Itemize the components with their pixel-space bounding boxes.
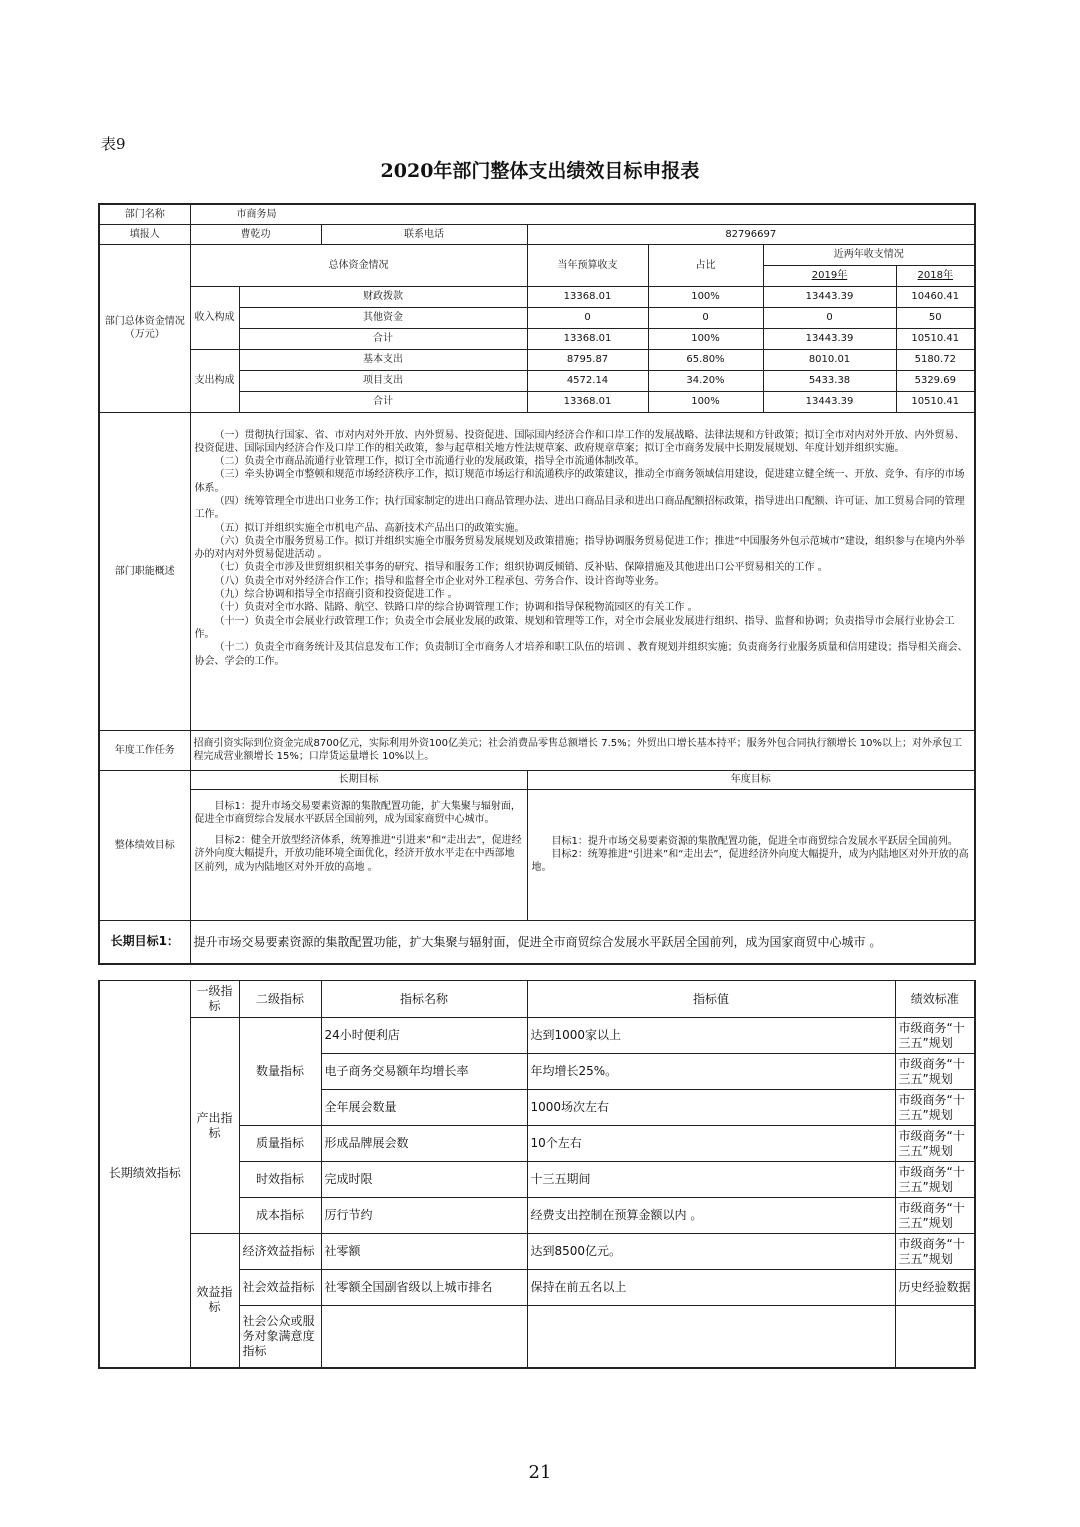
duty-item: （七）负责全市涉及世贸组织相关事务的研究、指导和服务工作；组织协调反倾销、反补贴、保障措施及其他进出口公平贸易相关的工作 。 bbox=[214, 562, 828, 574]
duties-text bbox=[190, 412, 975, 730]
fund-2018: 10460.41 bbox=[896, 286, 975, 307]
indicator-name: 厉行节约 bbox=[321, 1198, 527, 1234]
page-title: 2020年部门整体支出绩效目标申报表 bbox=[380, 160, 700, 182]
dept-value: 市商务局 bbox=[190, 204, 975, 224]
long-goal1-row bbox=[99, 920, 975, 964]
fund-name: 项目支出 bbox=[239, 370, 527, 391]
fund-2019: 13443.39 bbox=[763, 391, 896, 412]
indicator-name: 完成时限 bbox=[321, 1162, 527, 1198]
goals-label: 整体绩效目标 bbox=[99, 770, 190, 920]
indicator-standard: 市级商务“十三五”规划 bbox=[895, 1018, 975, 1054]
fund-name: 财政拨款 bbox=[239, 286, 527, 307]
indicator-name: 24小时便利店 bbox=[321, 1018, 527, 1054]
indicator-value: 保持在前五名以上 bbox=[527, 1270, 895, 1306]
fund-budget: 13368.01 bbox=[527, 391, 648, 412]
page-number: 21 bbox=[528, 1462, 552, 1483]
indicator-name: 形成品牌展会数 bbox=[321, 1126, 527, 1162]
fund-ratio: 65.80% bbox=[648, 349, 763, 370]
economic-label: 经济效益指标 bbox=[239, 1234, 321, 1270]
fund-budget: 4572.14 bbox=[527, 370, 648, 391]
indicators-table bbox=[98, 980, 976, 1369]
fund-budget: 0 bbox=[527, 307, 648, 328]
fund-ratio: 34.20% bbox=[648, 370, 763, 391]
fund-2018: 10510.41 bbox=[896, 328, 975, 349]
fund-ratio: 100% bbox=[648, 328, 763, 349]
social-label: 社会效益指标 bbox=[239, 1270, 321, 1306]
annual-goals bbox=[527, 789, 975, 920]
duty-item: （五）拟订并组织实施全市机电产品、高新技术产品出口的政策实施。 bbox=[214, 522, 525, 534]
annual-task-label: 年度工作任务 bbox=[99, 730, 190, 770]
col-recent: 近两年收支情况 bbox=[763, 244, 975, 265]
indicator-standard: 市级商务“十三五”规划 bbox=[895, 1126, 975, 1162]
col-ratio: 占比 bbox=[648, 244, 763, 286]
goals-header-row bbox=[99, 770, 975, 789]
long-goals bbox=[190, 789, 527, 920]
indicator-name: 电子商务交易额年均增长率 bbox=[321, 1054, 527, 1090]
annual-task-text: 招商引资实际到位资金完成8700亿元，实际利用外资100亿美元；社会消费品零售总额增长 7.5%；外贸出口增长基本持平；服务外包合同执行额增长 10%以上；对外承包工程完成营业额增长 15%；口岸货运量增长 10%以上。 bbox=[190, 730, 975, 770]
phone-label: 联系电话 bbox=[321, 224, 527, 244]
indicator-standard: 市级商务“十三五”规划 bbox=[895, 1234, 975, 1270]
h-value: 指标值 bbox=[527, 981, 895, 1018]
h-level1: 一级指标 bbox=[190, 981, 239, 1018]
indicator-value: 经费支出控制在预算金额以内 。 bbox=[527, 1198, 895, 1234]
col-budget: 当年预算收支 bbox=[527, 244, 648, 286]
indicators-section-label: 长期绩效指标 bbox=[99, 981, 190, 1368]
fund-name: 合计 bbox=[239, 391, 527, 412]
duties-label: 部门职能概述 bbox=[99, 412, 190, 730]
indicator-value: 年均增长25%。 bbox=[527, 1054, 895, 1090]
duty-item: （十一）负责全市会展业行政管理工作；负责全市会展业发展的政策、规划和管理等工作，对全市会展业发展进行组织、指导、监督和协调；负责指导市会展行业协会工作。 bbox=[194, 615, 955, 640]
fund-name: 基本支出 bbox=[239, 349, 527, 370]
quality-label: 质量指标 bbox=[239, 1126, 321, 1162]
indicator-value: 达到1000家以上 bbox=[527, 1018, 895, 1054]
income-label: 收入构成 bbox=[190, 286, 239, 349]
indicator-value: 1000场次左右 bbox=[527, 1090, 895, 1126]
h-standard: 绩效标准 bbox=[895, 981, 975, 1018]
quantity-label: 数量指标 bbox=[239, 1018, 321, 1126]
fund-2019: 8010.01 bbox=[763, 349, 896, 370]
indicator-row bbox=[99, 1018, 975, 1054]
table-number: 表9 bbox=[101, 135, 126, 153]
indicator-value: 10个左右 bbox=[527, 1126, 895, 1162]
benefit-label: 效益指标 bbox=[190, 1234, 239, 1368]
fund-budget: 8795.87 bbox=[527, 349, 648, 370]
long-goal-header: 长期目标 bbox=[190, 770, 527, 789]
h-level2: 二级指标 bbox=[239, 981, 321, 1018]
indicator-name: 社零额 bbox=[321, 1234, 527, 1270]
overall-funds-label: 总体资金情况 bbox=[190, 244, 527, 286]
indicator-standard: 市级商务“十三五”规划 bbox=[895, 1054, 975, 1090]
fund-ratio: 100% bbox=[648, 391, 763, 412]
fund-budget: 13368.01 bbox=[527, 328, 648, 349]
col-2019: 2019年 bbox=[763, 265, 896, 286]
duty-item: （四）统筹管理全市进出口业务工作；执行国家制定的进出口商品管理办法、进出口商品目录和进出口商品配额招标政策，指导进出口配额、许可证、加工贸易合同的管理工作。 bbox=[194, 495, 965, 521]
cost-label: 成本指标 bbox=[239, 1198, 321, 1234]
duty-item: （六）负责全市服务贸易工作。拟订并组织实施全市服务贸易发展规划及政策措施；指导协调服务贸易促进工作；推进“中国服务外包示范城市”建设，组织参与在境内外举办的对内对外贸易促进活动 。 bbox=[194, 535, 965, 561]
indicator-standard: 市级商务“十三五”规划 bbox=[895, 1090, 975, 1126]
long-goal-item: 目标1：提升市场交易要素资源的集散配置功能，扩大集聚与辐射面，促进全市商贸综合发展水平跃居全国前列，成为国家商贸中心城市。 bbox=[194, 800, 521, 825]
fund-ratio: 100% bbox=[648, 286, 763, 307]
dept-label: 部门名称 bbox=[99, 204, 190, 224]
annual-goal-item: 目标1：提升市场交易要素资源的集散配置功能，促进全市商贸综合发展水平跃居全国前列。 bbox=[551, 835, 958, 847]
indicator-name: 社零额全国副省级以上城市排名 bbox=[321, 1270, 527, 1306]
filler-value: 曹乾功 bbox=[190, 224, 321, 244]
h-name: 指标名称 bbox=[321, 981, 527, 1018]
output-label: 产出指标 bbox=[190, 1018, 239, 1234]
fund-2018: 5329.69 bbox=[896, 370, 975, 391]
annual-task-row bbox=[99, 730, 975, 770]
funds-label: 部门总体资金情况（万元） bbox=[99, 244, 190, 412]
duty-item: （二）负责全市商品流通行业管理工作，拟订全市流通行业的发展政策，指导全市流通体制改革。 bbox=[214, 456, 645, 468]
indicator-value: 十三五期间 bbox=[527, 1162, 895, 1198]
long-goal1-text: 提升市场交易要素资源的集散配置功能，扩大集聚与辐射面，促进全市商贸综合发展水平跃居全国前列，成为国家商贸中心城市 。 bbox=[190, 920, 975, 964]
indicator-value: 达到8500亿元。 bbox=[527, 1234, 895, 1270]
filler-row bbox=[99, 224, 975, 244]
timeliness-label: 时效指标 bbox=[239, 1162, 321, 1198]
col-2018: 2018年 bbox=[896, 265, 975, 286]
fund-ratio: 0 bbox=[648, 307, 763, 328]
performance-table bbox=[98, 203, 976, 965]
fund-2019: 0 bbox=[763, 307, 896, 328]
funds-row bbox=[99, 349, 975, 370]
duty-item: （一）贯彻执行国家、省、市对内对外开放、内外贸易、投资促进、国际国内经济合作和口岸工作的发展战略、法律法规和方针政策；拟订全市对内对外开放、内外贸易、投资促进、国际国内经济合作及口岸工作的相关政策，参与起草相关地方性法规草案、政府规章草案；拟订全市商务发展中长期发展规划、年度计划并组织实施。 bbox=[194, 429, 965, 454]
duty-item: （八）负责全市对外经济合作工作；指导和监督全市企业对外工程承包、劳务合作、设计咨询等业务。 bbox=[214, 575, 665, 587]
fund-2019: 13443.39 bbox=[763, 286, 896, 307]
funds-row bbox=[99, 286, 975, 307]
fund-budget: 13368.01 bbox=[527, 286, 648, 307]
indicator-standard: 市级商务“十三五”规划 bbox=[895, 1162, 975, 1198]
fund-2018: 5180.72 bbox=[896, 349, 975, 370]
fund-2019: 5433.38 bbox=[763, 370, 896, 391]
fund-2018: 50 bbox=[896, 307, 975, 328]
indicator-standard: 市级商务“十三五”规划 bbox=[895, 1198, 975, 1234]
fund-2018: 10510.41 bbox=[896, 391, 975, 412]
fund-name: 合计 bbox=[239, 328, 527, 349]
indicator-name bbox=[321, 1306, 527, 1368]
duty-item: （十二）负责全市商务统计及其信息发布工作；负责制订全市商务人才培养和职工队伍的培训 、教育规划并组织实施；负责商务行业服务质量和信用建设；指导相关商会、协会、学会的工作。 bbox=[194, 642, 968, 667]
duty-item: （十）负责对全市水路、陆路、航空、铁路口岸的综合协调管理工作；协调和指导保税物流园区的有关工作 。 bbox=[214, 602, 698, 614]
long-goal1-label: 长期目标1： bbox=[99, 920, 190, 964]
dept-row bbox=[99, 204, 975, 224]
indicator-name: 全年展会数量 bbox=[321, 1090, 527, 1126]
duty-item: （三）牵头协调全市整顿和规范市场经济秩序工作，拟订规范市场运行和流通秩序的政策建议，推动全市商务领域信用建设，促进建立健全统一、开放、竞争、有序的市场体系。 bbox=[194, 469, 965, 494]
long-goal-item: 目标2：健全开放型经济体系，统筹推进“引进来”和“走出去”，促进经济外向度大幅提升，开放功能环境全面优化，经济开放水平走在中西部地区前列，成为内陆地区对外开放的高地 。 bbox=[194, 835, 522, 873]
indicator-row bbox=[99, 1234, 975, 1270]
fund-2019: 13443.39 bbox=[763, 328, 896, 349]
fund-name: 其他资金 bbox=[239, 307, 527, 328]
annual-goal-header: 年度目标 bbox=[527, 770, 975, 789]
indicator-standard: 历史经验数据 bbox=[895, 1270, 975, 1306]
satisfaction-label: 社会公众或服务对象满意度指标 bbox=[239, 1306, 321, 1368]
duty-item: （九）综合协调和指导全市招商引资和投资促进工作 。 bbox=[214, 589, 458, 601]
phone-value: 82796697 bbox=[527, 224, 975, 244]
annual-goal-item: 目标2：统筹推进“引进来”和“走出去”，促进经济外向度大幅提升，成为内陆地区对外开放的高地。 bbox=[531, 848, 969, 874]
duties-row bbox=[99, 412, 975, 730]
indicator-value bbox=[527, 1306, 895, 1368]
goals-content-row bbox=[99, 789, 975, 920]
filler-label: 填报人 bbox=[99, 224, 190, 244]
funds-header-row bbox=[99, 244, 975, 265]
indicators-header-row bbox=[99, 981, 975, 1018]
expense-label: 支出构成 bbox=[190, 349, 239, 412]
indicator-standard bbox=[895, 1306, 975, 1368]
